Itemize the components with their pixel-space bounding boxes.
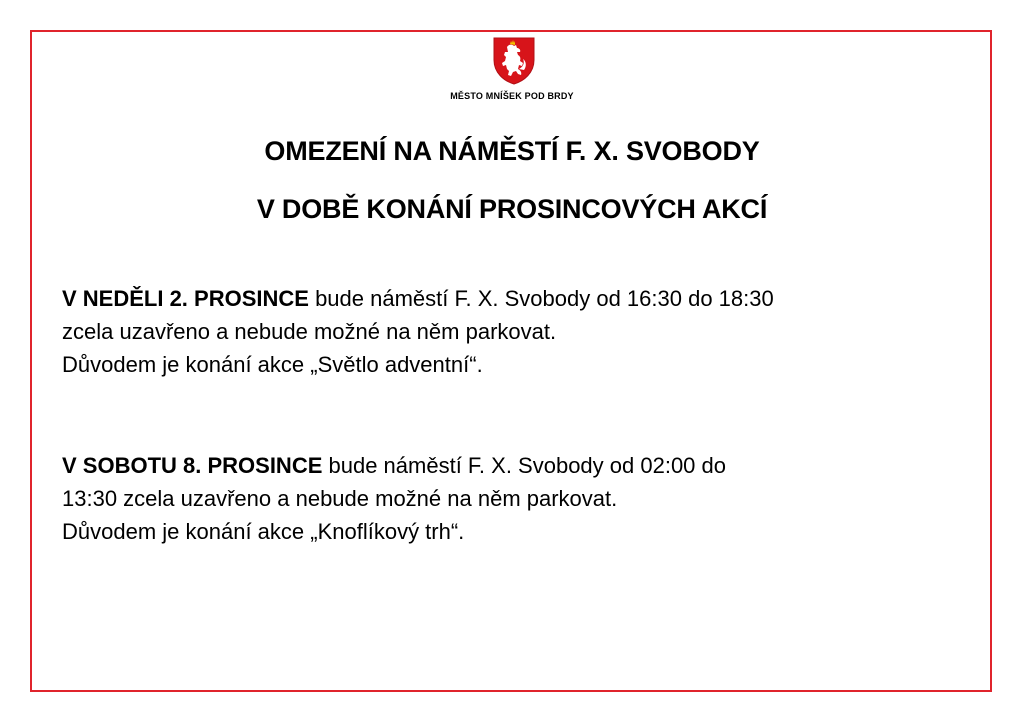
page-subtitle: V DOBĚ KONÁNÍ PROSINCOVÝCH AKCÍ — [256, 194, 768, 224]
notice-text: bude náměstí F. X. Svobody od 02:00 do — [322, 453, 726, 478]
notice-saturday — [62, 449, 962, 548]
notice-date: V NEDĚLI 2. PROSINCE — [62, 286, 309, 311]
notice-line: Důvodem je konání akce „Světlo adventní“. — [62, 352, 483, 377]
town-name: MĚSTO MNÍŠEK POD BRDY — [450, 91, 574, 101]
notice-text: bude náměstí F. X. Svobody od 16:30 do 18:30 — [308, 286, 774, 311]
page-title: OMEZENÍ NA NÁMĚSTÍ F. X. SVOBODY — [264, 136, 760, 166]
notice-line: Důvodem je konání akce „Knoflíkový trh“. — [62, 519, 465, 544]
notice-sunday — [62, 282, 962, 381]
notice-line: zcela uzavřeno a nebude možné na něm parkovat. — [62, 319, 557, 344]
notice-date: V SOBOTU 8. PROSINCE — [62, 453, 323, 478]
notice-line — [62, 282, 962, 315]
coat-of-arms-icon — [492, 36, 536, 86]
notice-line: 13:30 zcela uzavřeno a nebude možné na něm parkovat. — [62, 486, 618, 511]
notice-line — [62, 449, 962, 482]
